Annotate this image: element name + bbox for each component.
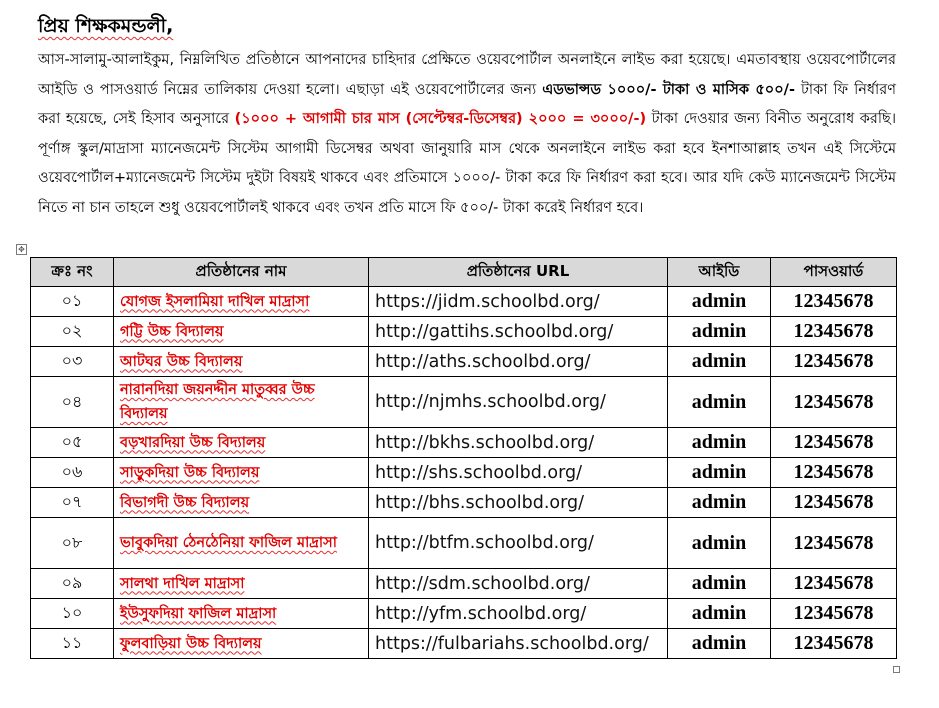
letter-paragraph	[38, 46, 896, 223]
table-row	[31, 599, 897, 629]
name-cell: বিভাগদী উচ্চ বিদ্যালয়	[114, 488, 369, 518]
table-row	[31, 569, 897, 599]
password-cell: 12345678	[771, 428, 897, 458]
name-cell: আটঘর উচ্চ বিদ্যালয়	[114, 347, 369, 377]
id-cell: admin	[668, 347, 771, 377]
url-cell: https://jidm.schoolbd.org/	[369, 287, 668, 317]
url-cell: http://btfm.schoolbd.org/	[369, 518, 668, 569]
id-cell: admin	[668, 458, 771, 488]
password-cell: 12345678	[771, 488, 897, 518]
fee-calculation: (১০০০ + আগামী চার মাস (সেপ্টেম্বর-ডিসেম্বর) ২০০০ = ৩০০০/-)	[234, 111, 647, 127]
salutation: প্রিয় শিক্ষকমন্ডলী,	[38, 15, 174, 37]
password-cell: 12345678	[771, 287, 897, 317]
url-cell: http://yfm.schoolbd.org/	[369, 599, 668, 629]
url-cell: http://aths.schoolbd.org/	[369, 347, 668, 377]
table-row	[31, 347, 897, 377]
name-cell: যোগজ ইসলামিয়া দাখিল মাদ্রাসা	[114, 287, 369, 317]
serial-cell: ০৮	[31, 518, 114, 569]
name-cell: সাড়ুকদিয়া উচ্চ বিদ্যালয়	[114, 458, 369, 488]
serial-cell: ০১	[31, 287, 114, 317]
id-cell: admin	[668, 488, 771, 518]
paragraph-text-c: টাকা ফি নির্ধারণ করা হয়েছে, সেই হিসাব অনুসারে	[38, 81, 897, 127]
header-password: পাসওয়ার্ড	[771, 258, 897, 287]
serial-cell: ০৭	[31, 488, 114, 518]
url-cell: http://njmhs.schoolbd.org/	[369, 377, 668, 428]
name-cell: নারানদিয়া জয়নদ্দীন মাতুব্বর উচ্চ বিদ্যালয়	[114, 377, 369, 428]
header-id: আইডি	[668, 258, 771, 287]
url-cell: http://shs.schoolbd.org/	[369, 458, 668, 488]
table-row	[31, 458, 897, 488]
move-handle-icon[interactable]: ✥	[16, 244, 27, 255]
header-serial: ক্রঃ নং	[31, 258, 114, 287]
id-cell: admin	[668, 569, 771, 599]
header-name: প্রতিষ্ঠানের নাম	[114, 258, 369, 287]
serial-cell: ০৩	[31, 347, 114, 377]
id-cell: admin	[668, 287, 771, 317]
header-url: প্রতিষ্ঠানের URL	[369, 258, 668, 287]
id-cell: admin	[668, 629, 771, 659]
paragraph-text-e: টাকা দেওয়ার জন্য বিনীত অনুরোধ করছি। পূর্ণাঙ্গ স্কুল/মাদ্রাসা ম্যানেজমেন্ট সিস্টেম আগামী ডিসেম্বর অথবা জানুয়ারি মাস থেকে অনলাইনে লাইভ করা হবে ইনশাআল্লাহ তখন এই সিস্টেমে ওয়েবপোর্টাল+ম্যানেজমেন্ট সিস্টেম দুইটা বিষয়ই থাকবে এবং প্রতিমাসে ১০০০/- টাকা করে ফি নির্ধারণ করা হবে। আর যদি কেউ ম্যানেজমেন্ট সিস্টেম নিতে না চান তাহলে শুধু ওয়েবপোর্টালই থাকবে এবং তখন প্রতি মাসে ফি ৫০০/- টাকা করেই নির্ধারণ হবে।	[38, 111, 897, 216]
table-row	[31, 428, 897, 458]
password-cell: 12345678	[771, 569, 897, 599]
table-row	[31, 629, 897, 659]
url-cell: http://sdm.schoolbd.org/	[369, 569, 668, 599]
name-cell: ইউসুফদিয়া ফাজিল মাদ্রাসা	[114, 599, 369, 629]
password-cell: 12345678	[771, 458, 897, 488]
name-cell: সালথা দাখিল মাদ্রাসা	[114, 569, 369, 599]
id-cell: admin	[668, 377, 771, 428]
table-row	[31, 518, 897, 569]
serial-cell: ০৪	[31, 377, 114, 428]
table-header-row	[31, 258, 897, 287]
fee-highlight: এডভান্সড ১০০০/- টাকা ও মাসিক ৫০০/-	[542, 81, 795, 98]
password-cell: 12345678	[771, 317, 897, 347]
serial-cell: ০৬	[31, 458, 114, 488]
name-cell: গট্টি উচ্চ বিদ্যালয়	[114, 317, 369, 347]
url-cell: http://gattihs.schoolbd.org/	[369, 317, 668, 347]
paragraph-text-a: আস-সালামু-আলাইকুম, নিম্নলিখিত প্রতিষ্ঠানে আপনাদের চাহিদার প্রেক্ষিতে ওয়েবপোর্টাল অনলাইনে লাইভ করা হয়েছে। এমতাবস্থায় ওয়েবপোর্টালের আইডি ও পাসওয়ার্ড নিম্নের তালিকায় দেওয়া হলো। এছাড়া এই ওয়েবপোর্টালের জন্য	[38, 52, 896, 98]
password-cell: 12345678	[771, 347, 897, 377]
name-cell: ফুলবাড়িয়া উচ্চ বিদ্যালয়	[114, 629, 369, 659]
table-row	[31, 488, 897, 518]
password-cell: 12345678	[771, 377, 897, 428]
letter-body	[38, 12, 896, 223]
serial-cell: ০৫	[31, 428, 114, 458]
name-cell: ভাবুকদিয়া ঠেনঠেনিয়া ফাজিল মাদ্রাসা	[114, 518, 369, 569]
id-cell: admin	[668, 317, 771, 347]
serial-cell: ১০	[31, 599, 114, 629]
id-cell: admin	[668, 428, 771, 458]
url-cell: http://bkhs.schoolbd.org/	[369, 428, 668, 458]
resize-handle-icon[interactable]	[893, 666, 900, 673]
serial-cell: ০৯	[31, 569, 114, 599]
url-cell: http://bhs.schoolbd.org/	[369, 488, 668, 518]
table-row	[31, 287, 897, 317]
url-cell: https://fulbariahs.schoolbd.org/	[369, 629, 668, 659]
serial-cell: ০২	[31, 317, 114, 347]
institution-table	[30, 257, 897, 659]
table-row	[31, 377, 897, 428]
password-cell: 12345678	[771, 599, 897, 629]
table-row	[31, 317, 897, 347]
id-cell: admin	[668, 599, 771, 629]
name-cell: বড়খারদিয়া উচ্চ বিদ্যালয়	[114, 428, 369, 458]
password-cell: 12345678	[771, 518, 897, 569]
serial-cell: ১১	[31, 629, 114, 659]
password-cell: 12345678	[771, 629, 897, 659]
id-cell: admin	[668, 518, 771, 569]
